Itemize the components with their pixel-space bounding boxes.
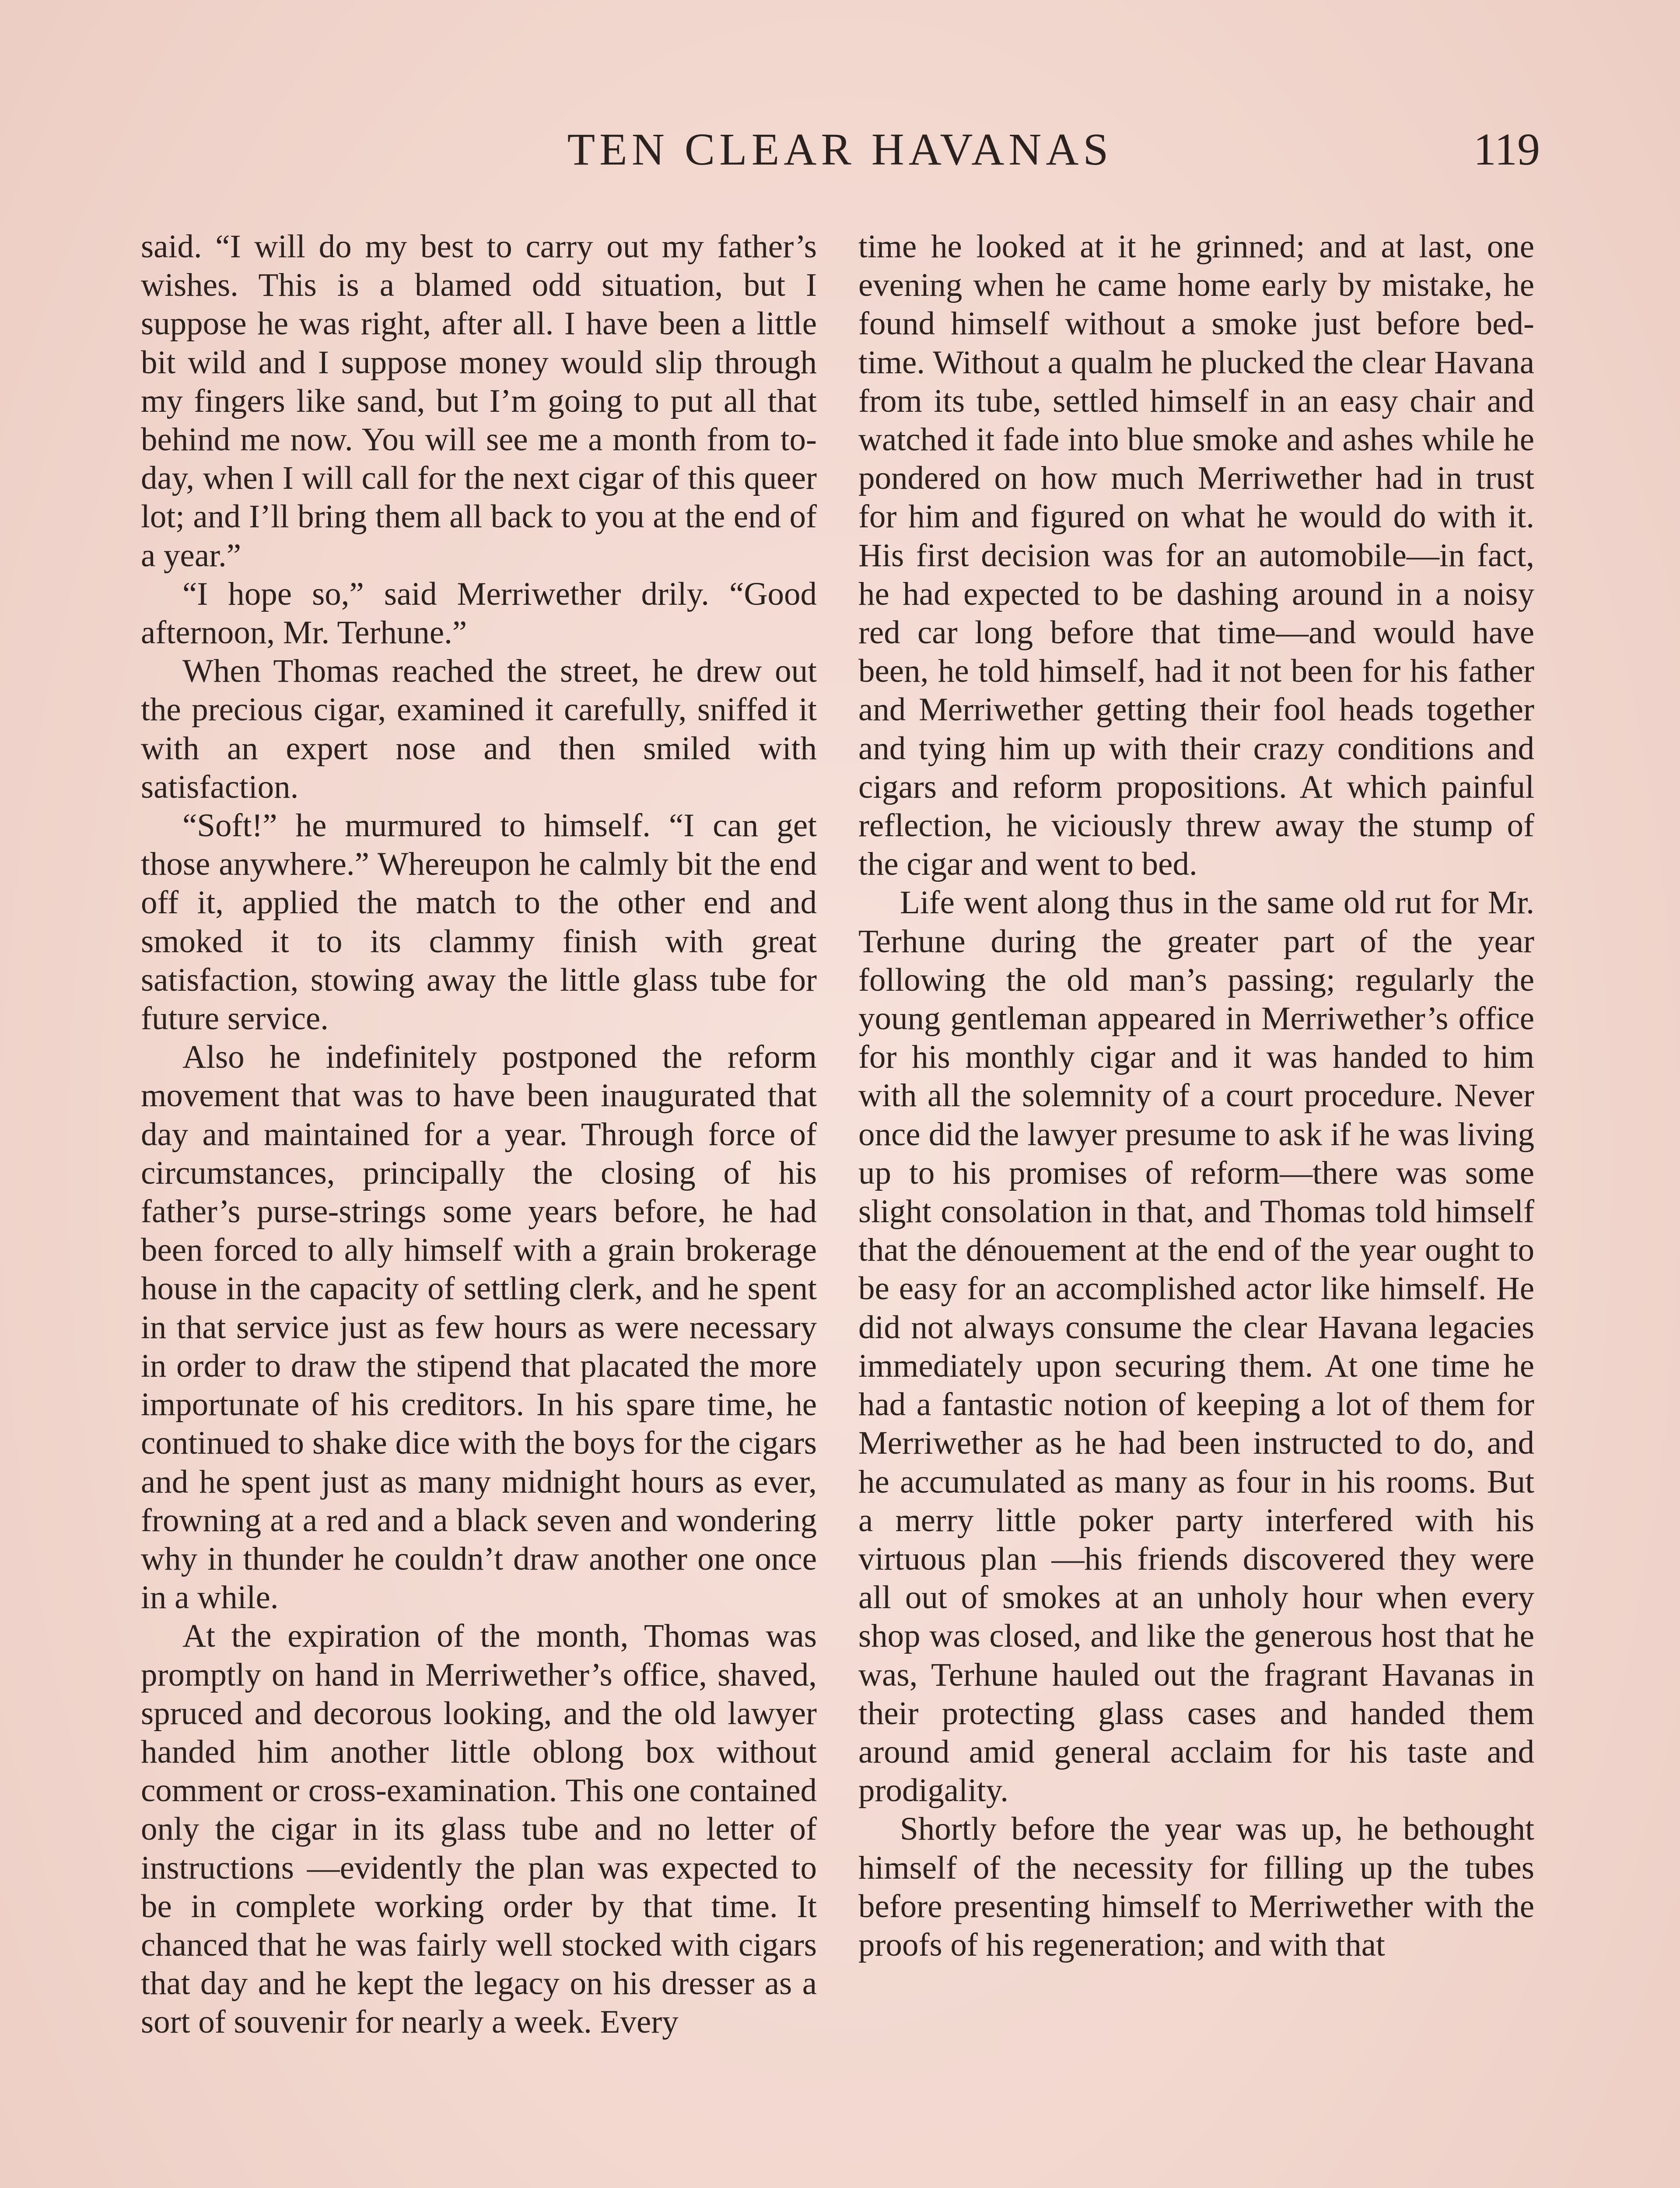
paragraph: When Thomas reached the street, he drew out the precious cigar, examined it carefully, sniffed it with an expert nose and then smiled with satisfaction.: [141, 653, 817, 805]
page-number: 119: [1473, 124, 1540, 175]
running-title: TEN CLEAR HAVANAS: [567, 124, 1113, 175]
paragraph: time he looked at it he grinned; and at last, one evening when he came home early by mistake, he found himself without a smoke just before bed-time. Without a qualm he plucked the clear Havana from its tube, settled himself in an easy chair and watched it fade into blue smoke and ashes while he pondered on how much Merriwether had in trust for him and figured on what he would do with it. His first decision was for an automobile—in fact, he had expected to be dashing around in a noisy red car long before that time—and would have been, he told himself, had it not been for his father and Merriwether getting their fool heads together and tying him up with their crazy conditions and cigars and reform propositions. At which painful reflection, he viciously threw away the stump of the cigar and went to bed.: [858, 228, 1534, 883]
paragraph: “Soft!” he murmured to himself. “I can get those anywhere.” Whereupon he calmly bit the end off it, applied the match to the other end and smoked it to its clammy finish with great satisfaction, stowing away the little glass tube for future service.: [141, 807, 817, 1037]
paragraph: Life went along thus in the same old rut for Mr. Terhune during the greater part of the year following the old man’s passing; regularly the young gentleman appeared in Merriwether’s office for his monthly cigar and it was handed to him with all the solemnity of a court procedure. Never once did the lawyer presume to ask if he was living up to his promises of reform—there was some slight consolation in that, and Thomas told himself that the dénouement at the end of the year ought to be easy for an accomplished actor like himself. He did not always consume the clear Havana legacies immediately upon securing them. At one time he had a fantastic notion of keeping a lot of them for Merriwether as he had been instructed to do, and he accumulated as many as four in his rooms. But a merry little poker party interfered with his virtuous plan —his friends discovered they were all out of smokes at an unholy hour when every shop was closed, and like the generous host that he was, Terhune hauled out the fragrant Havanas in their protecting glass cases and handed them around amid general acclaim for his taste and prodigality.: [858, 884, 1534, 1809]
paragraph: Shortly before the year was up, he bethought himself of the necessity for filling up the tubes before presenting himself to Merriwether with the proofs of his regeneration; and with that: [858, 1811, 1534, 1963]
paragraph: At the expiration of the month, Thomas was promptly on hand in Merriwether’s office, shaved, spruced and decorous looking, and the old lawyer handed him another little oblong box without comment or cross-examination. This one contained only the cigar in its glass tube and no letter of instructions —evidently the plan was expected to be in complete working order by that time. It chanced that he was fairly well stocked with cigars that day and he kept the legacy on his dresser as a sort of souvenir for nearly a week. Every: [141, 1618, 817, 2041]
paragraph: said. “I will do my best to carry out my father’s wishes. This is a blamed odd situation, but I suppose he was right, after all. I have been a little bit wild and I suppose money would slip through my fingers like sand, but I’m going to put all that behind me now. You will see me a month from to-day, when I will call for the next cigar of this queer lot; and I’ll bring them all back to you at the end of a year.”: [141, 228, 817, 574]
right-column: [858, 228, 1534, 1964]
paragraph: “I hope so,” said Merriwether drily. “Good afternoon, Mr. Terhune.”: [141, 575, 817, 651]
left-column: [141, 228, 817, 2042]
paragraph: Also he indefinitely postponed the reform movement that was to have been inaugurated that day and maintained for a year. Through force of circumstances, principally the closing of his father’s purse-strings some years before, he had been forced to ally himself with a grain brokerage house in the capacity of settling clerk, and he spent in that service just as few hours as were necessary in order to draw the stipend that placated the more importunate of his creditors. In his spare time, he continued to shake dice with the boys for the cigars and he spent just as many midnight hours as ever, frowning at a red and a black seven and wondering why in thunder he couldn’t draw another one once in a while.: [141, 1039, 817, 1616]
